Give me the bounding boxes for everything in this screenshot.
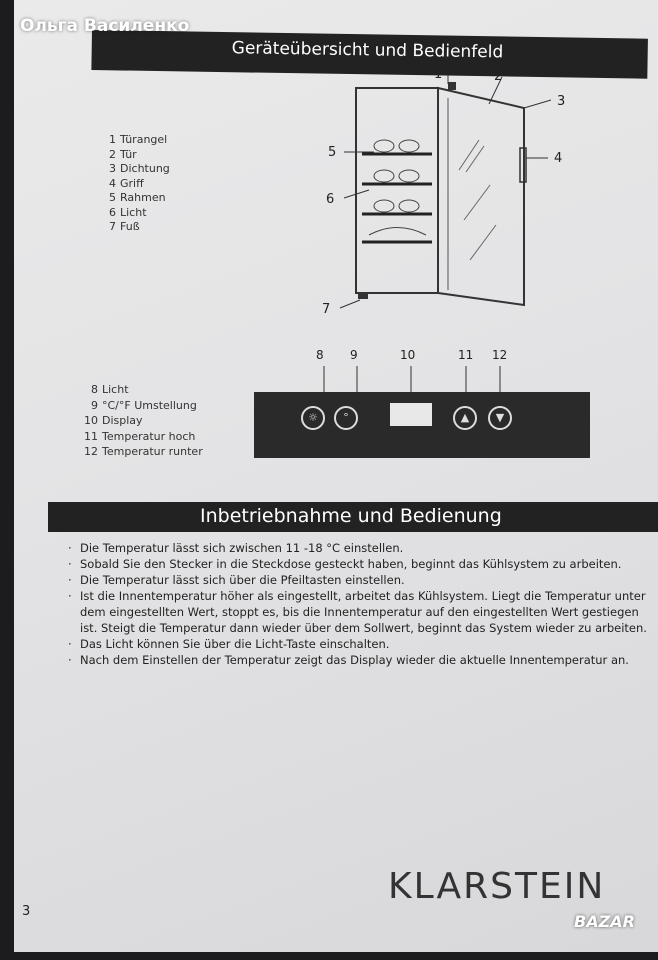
legend-item: 2 Tür — [109, 147, 137, 161]
brand-logo: KLARSTEIN — [388, 866, 606, 907]
section-header-operation — [48, 502, 658, 532]
list-item: · Das Licht können Sie über die Licht-Taste einschalten. — [66, 636, 658, 652]
callout-label: 2 — [494, 69, 503, 84]
legend-item: 9 °C/°F Umstellung — [91, 398, 197, 412]
callout-label: 9 — [350, 348, 358, 362]
legend-item: 10 Display — [84, 414, 143, 427]
page-number: 3 — [22, 904, 31, 919]
legend-item: 6 Licht — [109, 205, 147, 219]
temperature-display — [390, 403, 432, 426]
legend-item: 4 Griff — [109, 176, 144, 190]
temperature-down-button[interactable]: ▼ — [488, 406, 512, 430]
callout-label: 4 — [554, 151, 563, 166]
list-item: · Nach dem Einstellen der Temperatur zeigt das Display wieder die aktuelle Innentemperatur an. — [66, 652, 658, 668]
list-item: · Ist die Innentemperatur höher als eingestellt, arbeitet das Kühlsystem. Liegt die Temperatur unter dem eingestellten Wert, stoppt es, bis die Innentemperatur auf den eingestellten Wert gestiegen ist. Steigt die Temperatur dann wieder über dem Sollwert, beginnt das System wieder zu arbeiten. — [66, 588, 658, 636]
callout-label: 8 — [316, 348, 324, 362]
parts-legend — [98, 133, 170, 235]
list-item: · Die Temperatur lässt sich über die Pfeiltasten einstellen. — [66, 572, 658, 588]
watermark-text: Ольга Василенко — [20, 16, 190, 36]
legend-item: 5 Rahmen — [109, 191, 166, 204]
callout-label: 7 — [322, 302, 331, 317]
temperature-up-button[interactable]: ▲ — [453, 406, 477, 430]
fridge-diagram — [314, 60, 584, 320]
section-title-operation: Inbetriebnahme und Bedienung — [200, 505, 502, 527]
legend-item: 12 Temperatur runter — [84, 445, 203, 458]
light-button[interactable]: ☼ — [301, 406, 325, 430]
callout-label: 12 — [492, 348, 508, 362]
legend-item: 11 Temperatur hoch — [84, 429, 196, 443]
control-panel — [254, 392, 590, 458]
list-item: · Die Temperatur lässt sich zwischen 11 -18 °C einstellen. — [66, 540, 658, 556]
callout-label: 6 — [326, 192, 335, 207]
bazar-badge: BAZAR — [574, 912, 635, 931]
legend-item: 1 Türangel — [109, 133, 168, 146]
callout-label: 11 — [458, 348, 474, 362]
callout-label: 3 — [557, 94, 566, 109]
list-item: · Sobald Sie den Stecker in die Steckdose gesteckt haben, beginnt das Kühlsystem zu arbeiten. — [66, 556, 658, 572]
section-title-overview: Geräteübersicht und Bedienfeld — [231, 38, 504, 63]
manual-page — [14, 0, 658, 952]
unit-toggle-button[interactable]: ° — [334, 406, 358, 430]
legend-item: 7 Fuß — [109, 220, 140, 233]
legend-item: 8 Licht — [91, 383, 129, 396]
callout-label: 5 — [328, 145, 337, 160]
legend-item: 3 Dichtung — [109, 162, 170, 175]
callout-label: 1 — [434, 67, 443, 82]
callout-label: 10 — [400, 348, 416, 362]
instruction-list — [66, 540, 658, 668]
